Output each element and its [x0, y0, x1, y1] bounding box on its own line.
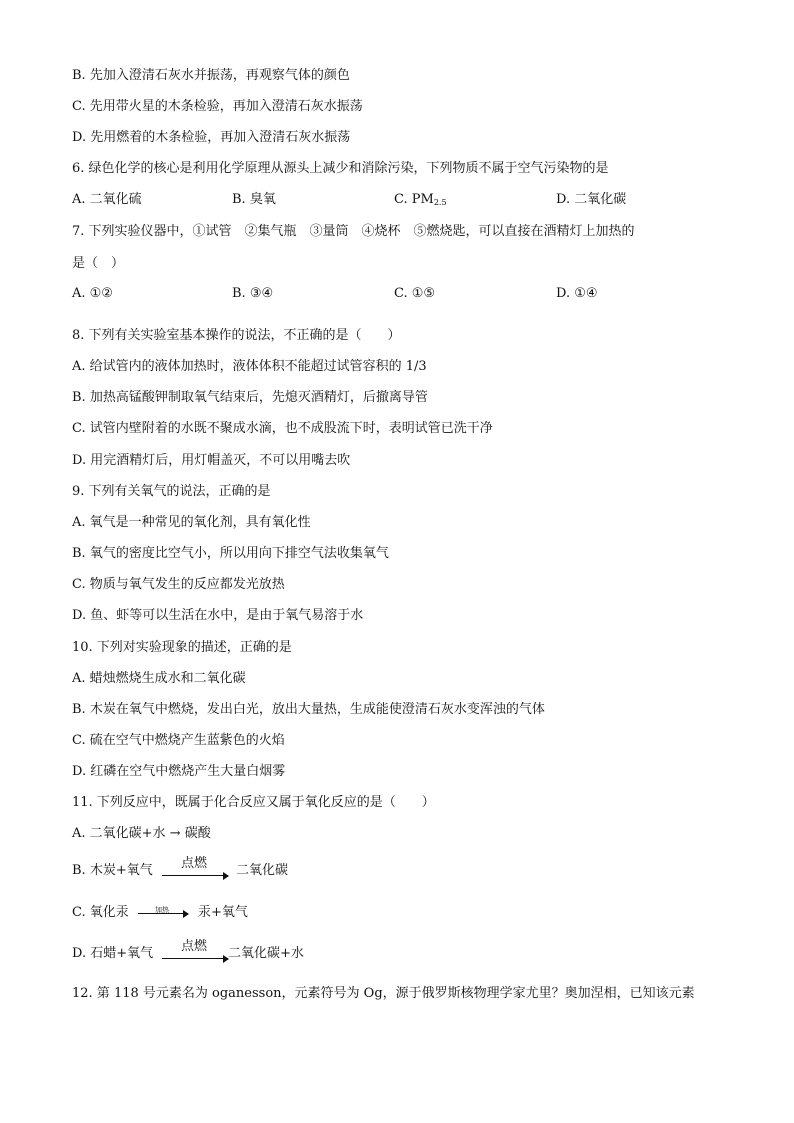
q6-option-c-sub: 2.5 — [433, 198, 447, 207]
q5-option-c: C. 先用带火星的木条检验，再加入澄清石灰水振荡 — [72, 99, 363, 114]
q6-stem: 6. 绿色化学的核心是利用化学原理从源头上减少和消除污染，下列物质不属于空气污染物的是 — [72, 161, 609, 176]
q6-option-c-main: C. PM — [394, 192, 434, 207]
q8-option-d: D. 用完酒精灯后，用灯帽盖灭，不可以用嘴去吹 — [72, 453, 351, 468]
q6-option-b: B. 臭氧 — [232, 192, 276, 207]
q11-option-c-condition: 加热 — [155, 906, 169, 914]
q11-option-c-arrow — [134, 897, 190, 921]
q10-option-c: C. 硫在空气中燃烧产生蓝紫色的火焰 — [72, 733, 285, 748]
q10-option-a: A. 蜡烛燃烧生成水和二氧化碳 — [72, 671, 246, 686]
q11-option-d-arrow — [158, 938, 230, 962]
q10-stem: 10. 下列对实验现象的描述，正确的是 — [72, 640, 292, 655]
q11-option-b-condition: 点燃 — [180, 856, 207, 871]
q11-option-c — [72, 897, 372, 921]
q7-stem-line2: 是（ ） — [72, 256, 125, 271]
q11-option-a: A. 二氧化碳+水 → 碳酸 — [72, 826, 211, 841]
q10-option-d: D. 红磷在空气中燃烧产生大量白烟雾 — [72, 764, 286, 779]
q8-option-b: B. 加热高锰酸钾制取氧气结束后，先熄灭酒精灯，后撤离导管 — [72, 390, 428, 405]
q10-option-b: B. 木炭在氧气中燃烧，发出白光，放出大量热，生成能使澄清石灰水变浑浊的气体 — [72, 702, 545, 717]
q8-stem: 8. 下列有关实验室基本操作的说法，不正确的是（ ） — [72, 328, 401, 343]
q6-option-c — [394, 192, 447, 211]
q9-option-d: D. 鱼、虾等可以生活在水中，是由于氧气易溶于水 — [72, 608, 364, 623]
q7-option-c: C. ①⑤ — [394, 286, 436, 301]
q7-option-b: B. ③④ — [232, 286, 274, 301]
q11-option-d-arrow-line — [162, 958, 228, 959]
q6-option-d: D. 二氧化碳 — [556, 192, 627, 207]
q11-option-c-reactants: C. 氧化汞 — [72, 905, 129, 920]
q11-option-d-reactants: D. 石蜡+氧气 — [72, 946, 154, 961]
q7-option-a: A. ①② — [72, 286, 113, 301]
q11-stem: 11. 下列反应中，既属于化合反应又属于氧化反应的是（ ） — [72, 795, 435, 810]
q11-option-b-reactants: B. 木炭+氧气 — [72, 863, 153, 878]
q11-option-d — [72, 938, 392, 962]
arrow-head-icon — [223, 872, 229, 880]
q6-options — [72, 192, 732, 208]
q7-stem-line1: 7. 下列实验仪器中，①试管 ②集气瓶 ③量筒 ④烧杯 ⑤燃烧匙，可以直接在酒精灯上加热的 — [72, 224, 635, 239]
q8-option-a: A. 给试管内的液体加热时，液体体积不能超过试管容积的 1/3 — [72, 359, 427, 374]
q11-option-b-arrow — [158, 855, 230, 879]
q7-options — [72, 286, 732, 302]
q6-option-a: A. 二氧化硫 — [72, 192, 142, 207]
q11-option-b — [72, 855, 372, 879]
q11-option-b-arrow-line — [162, 875, 228, 876]
q11-option-d-products: 二氧化碳+水 — [228, 946, 304, 961]
q9-stem: 9. 下列有关氧气的说法，正确的是 — [72, 484, 271, 499]
q9-option-b: B. 氧气的密度比空气小，所以用向下排空气法收集氧气 — [72, 546, 389, 561]
q5-option-b: B. 先加入澄清石灰水并振荡，再观察气体的颜色 — [72, 68, 350, 83]
q9-option-c: C. 物质与氧气发生的反应都发光放热 — [72, 577, 285, 592]
q11-option-c-arrow-line — [138, 913, 188, 914]
q9-option-a: A. 氧气是一种常见的氧化剂，具有氧化性 — [72, 515, 311, 530]
q5-option-d: D. 先用燃着的木条检验，再加入澄清石灰水振荡 — [72, 130, 351, 145]
q7-option-d: D. ①④ — [556, 286, 598, 301]
q12-stem: 12. 第 118 号元素名为 oganesson，元素符号为 Og，源于俄罗斯核物理学家尤里？奥加涅相，已知该元素 — [72, 986, 695, 1001]
q11-option-b-products: 二氧化碳 — [236, 863, 289, 878]
q11-option-c-products: 汞+氧气 — [198, 905, 248, 920]
arrow-head-icon — [183, 910, 189, 918]
q11-option-d-condition: 点燃 — [180, 939, 207, 954]
q8-option-c: C. 试管内壁附着的水既不聚成水滴，也不成股流下时，表明试管已洗干净 — [72, 421, 493, 436]
